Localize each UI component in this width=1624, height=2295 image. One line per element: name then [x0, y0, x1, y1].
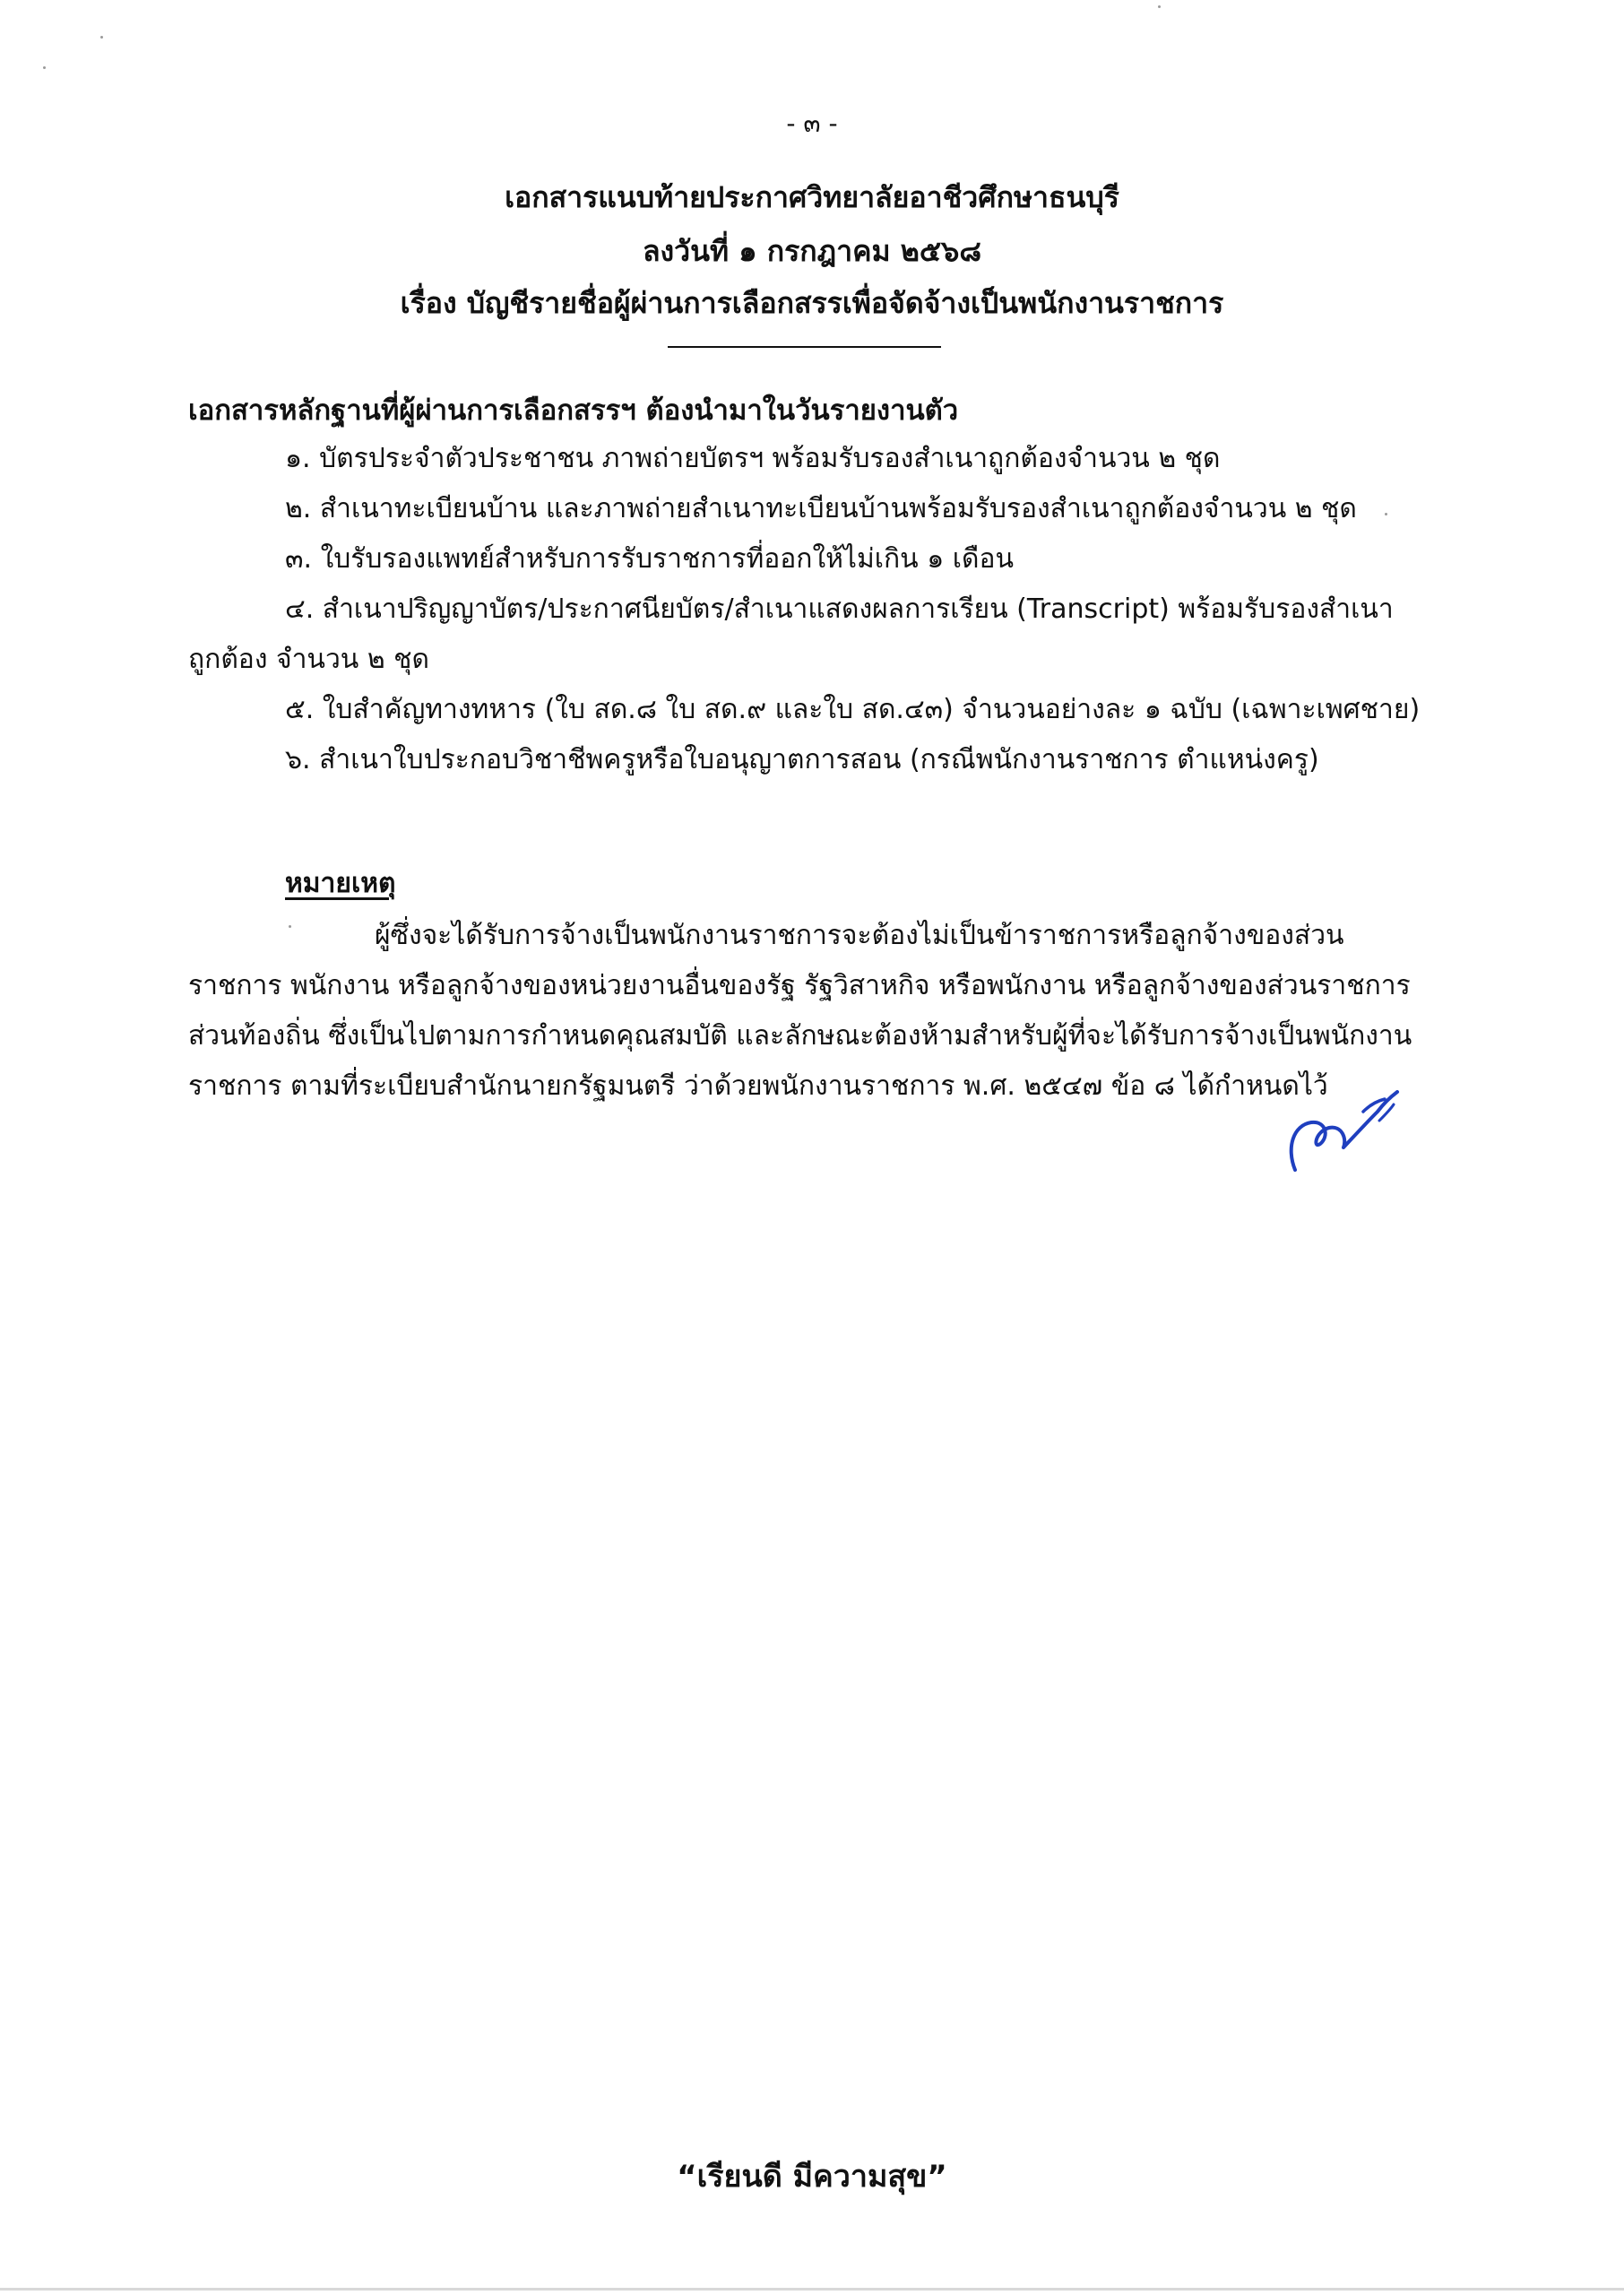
- scan-speck: [1158, 5, 1161, 8]
- document-item: ๓. ใบรับรองแพทย์สำหรับการรับราชการที่ออกให้ไม่เกิน ๑ เดือน: [285, 543, 1015, 575]
- header-divider: [668, 346, 941, 348]
- scan-speck: [100, 36, 103, 39]
- document-item-continuation: ถูกต้อง จำนวน ๒ ชุด: [188, 644, 429, 675]
- note-heading: หมายเหตุ: [285, 868, 396, 899]
- scan-speck: [43, 66, 46, 69]
- header-date: ลงวันที่ ๑ กรกฎาคม ๒๕๖๘: [642, 234, 982, 268]
- document-item: ๕. ใบสำคัญทางทหาร (ใบ สด.๘ ใบ สด.๙ และใบ สด.๔๓) จำนวนอย่างละ ๑ ฉบับ (เฉพาะเพศชาย): [285, 694, 1421, 725]
- page-number: - ๓ -: [786, 108, 838, 138]
- note-line: ราชการ พนักงาน หรือลูกจ้างของหน่วยงานอื่นของรัฐ รัฐวิสาหกิจ หรือพนักงาน หรือลูกจ้างของส่วนราชการ: [188, 970, 1411, 1001]
- document-item: ๒. สำเนาทะเบียนบ้าน และภาพถ่ายสำเนาทะเบียนบ้านพร้อมรับรองสำเนาถูกต้องจำนวน ๒ ชุด: [285, 493, 1357, 524]
- scan-speck: [289, 925, 291, 928]
- note-line: ราชการ ตามที่ระเบียบสำนักนายกรัฐมนตรี ว่าด้วยพนักงานราชการ พ.ศ. ๒๕๔๗ ข้อ ๘ ได้กำหนดไว้: [188, 1070, 1328, 1102]
- header-title: เอกสารแนบท้ายประกาศวิทยาลัยอาชีวศึกษาธนบุรี: [505, 180, 1119, 214]
- school-motto: “เรียนดี มีความสุข”: [677, 2159, 947, 2195]
- scan-speck: [1385, 513, 1387, 515]
- document-item: ๑. บัตรประจำตัวประชาชน ภาพถ่ายบัตรฯ พร้อมรับรองสำเนาถูกต้องจำนวน ๒ ชุด: [285, 443, 1221, 474]
- signature-initials: [1277, 1085, 1412, 1183]
- document-item: ๔. สำเนาปริญญาบัตร/ประกาศนียบัตร/สำเนาแสดงผลการเรียน (Transcript) พร้อมรับรองสำเนา: [285, 593, 1394, 625]
- header-subject: เรื่อง บัญชีรายชื่อผู้ผ่านการเลือกสรรเพื่อจัดจ้างเป็นพนักงานราชการ: [400, 286, 1224, 320]
- scan-bottom-edge: [0, 2288, 1624, 2291]
- documents-heading: เอกสารหลักฐานที่ผู้ผ่านการเลือกสรรฯ ต้องนำมาในวันรายงานตัว: [188, 394, 959, 427]
- note-line: ผู้ซึ่งจะได้รับการจ้างเป็นพนักงานราชการจะต้องไม่เป็นข้าราชการหรือลูกจ้างของส่วน: [375, 920, 1344, 951]
- note-line: ส่วนท้องถิ่น ซึ่งเป็นไปตามการกำหนดคุณสมบัติ และลักษณะต้องห้ามสำหรับผู้ที่จะได้รับการจ้างเป็นพนักงาน: [188, 1020, 1412, 1052]
- document-item: ๖. สำเนาใบประกอบวิชาชีพครูหรือใบอนุญาตการสอน (กรณีพนักงานราชการ ตำแหน่งครู): [285, 744, 1319, 775]
